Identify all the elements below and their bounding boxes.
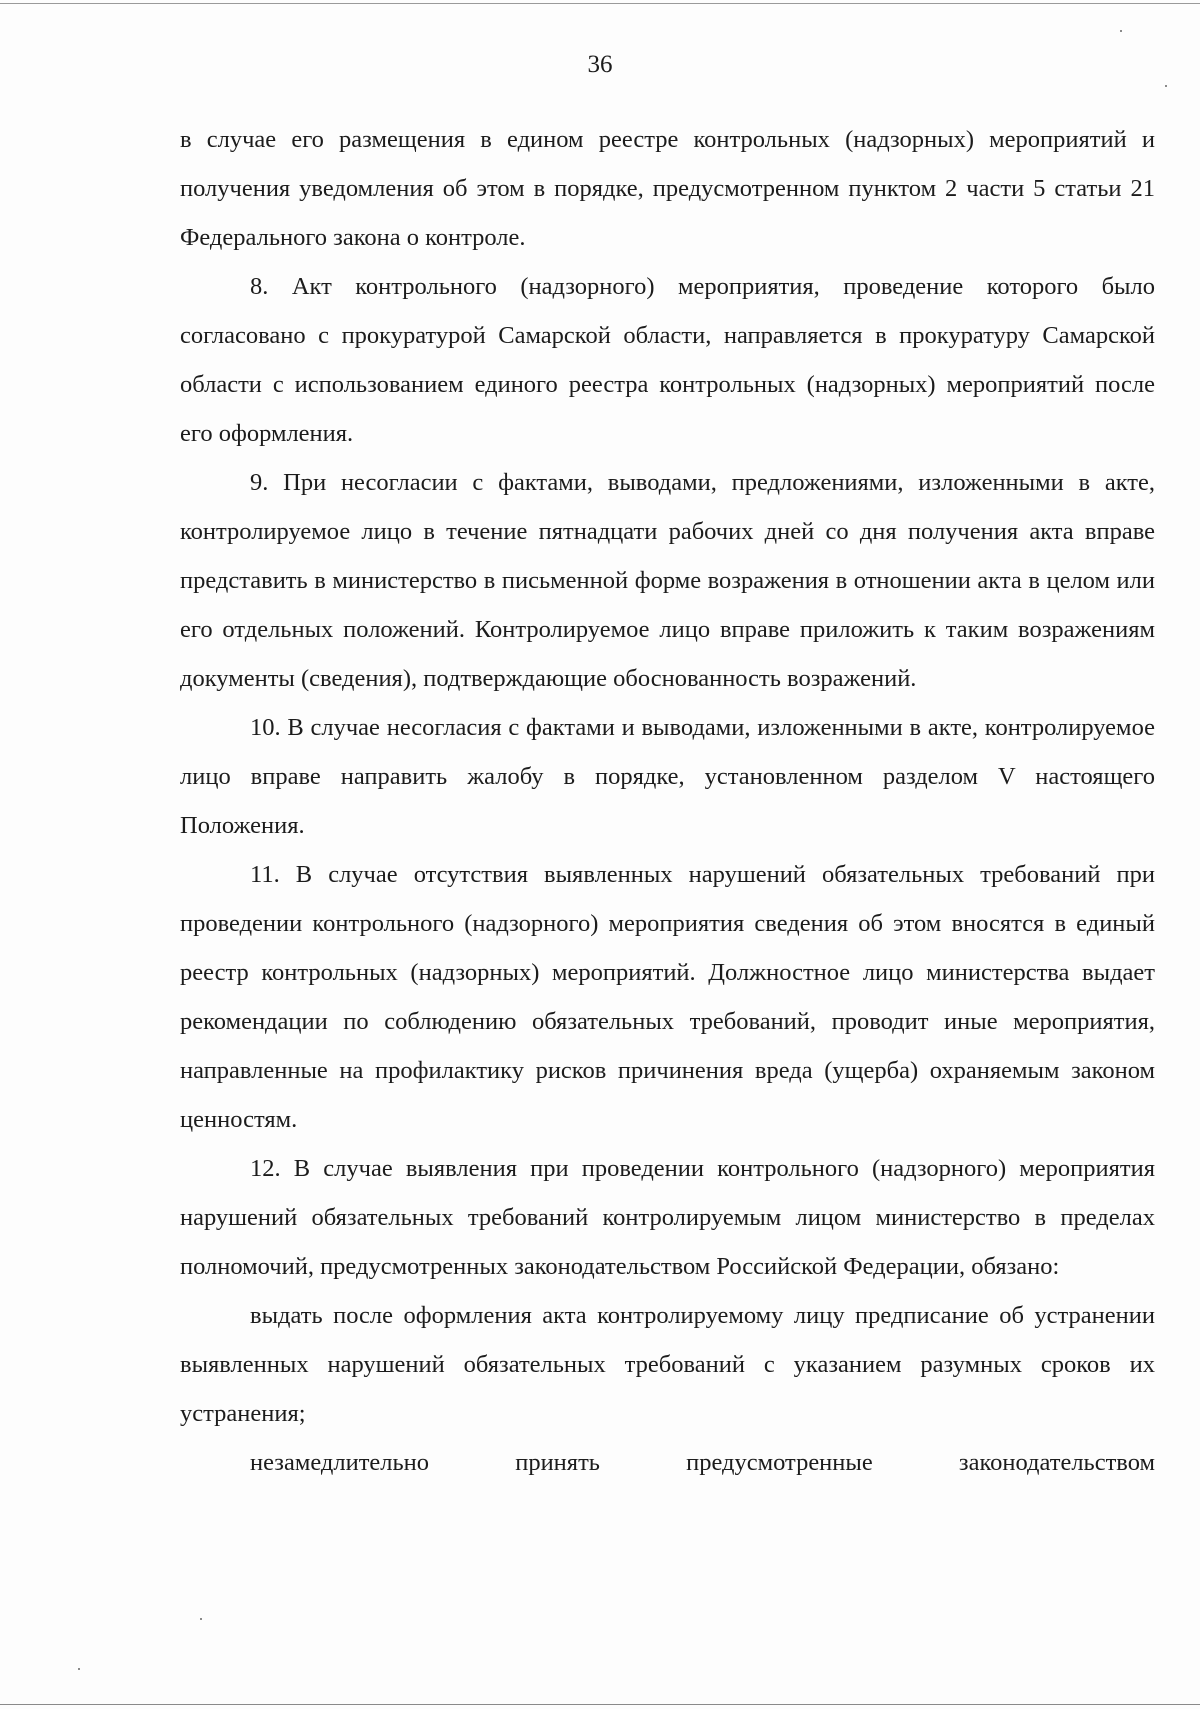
paragraph-item-9: 9. При несогласии с фактами, выводами, предложениями, изложенными в акте, контролируемое лицо в течение пятнадцати рабочих дней со дня получения акта вправе представить в министерство в письменной форме возражения в отношении акта в целом или его отдельных положений. Контролируемое лицо вправе приложить к таким возражениям документы (сведения), подтверждающие обоснованность возражений. (180, 469, 1155, 692)
document-body (180, 115, 1155, 1487)
page-number: 36 (587, 51, 613, 78)
paragraph-continuation: в случае его размещения в едином реестре контрольных (надзорных) мероприятий и получения уведомления об этом в порядке, предусмотренном пунктом 2 части 5 статьи 21 Федерального закона о контроле. (180, 126, 1155, 251)
scan-speck (78, 1668, 80, 1670)
paragraph-item-12-take-measures: незамедлительно принять предусмотренные законодательством (250, 1449, 1155, 1476)
paragraph-item-10: 10. В случае несогласия с фактами и выводами, изложенными в акте, контролируемое лицо вправе направить жалобу в порядке, установленном разделом V настоящего Положения. (180, 714, 1155, 839)
scan-speck (200, 1618, 202, 1620)
scan-speck (1165, 85, 1167, 87)
scan-edge-top (0, 3, 1200, 4)
scan-speck (1120, 30, 1122, 32)
paragraph-item-8: 8. Акт контрольного (надзорного) мероприятия, проведение которого было согласовано с прокуратурой Самарской области, направляется в прокуратуру Самарской области с использованием единого реестра контрольных (надзорных) мероприятий после его оформления. (180, 273, 1155, 447)
paragraph-item-11: 11. В случае отсутствия выявленных нарушений обязательных требований при проведении контрольного (надзорного) мероприятия сведения об этом вносятся в единый реестр контрольных (надзорных) мероприятий. Должностное лицо министерства выдает рекомендации по соблюдению обязательных требований, проводит иные мероприятия, направленные на профилактику рисков причинения вреда (ущерба) охраняемым законом ценностям. (180, 861, 1155, 1133)
scan-edge-bottom (0, 1704, 1200, 1705)
paragraph-item-12-issue-order: выдать после оформления акта контролируемому лицу предписание об устранении выявленных нарушений обязательных требований с указанием разумных сроков их устранения; (180, 1302, 1155, 1427)
paragraph-item-12: 12. В случае выявления при проведении контрольного (надзорного) мероприятия нарушений обязательных требований контролируемым лицом министерство в пределах полномочий, предусмотренных законодательством Российской Федерации, обязано: (180, 1155, 1155, 1280)
